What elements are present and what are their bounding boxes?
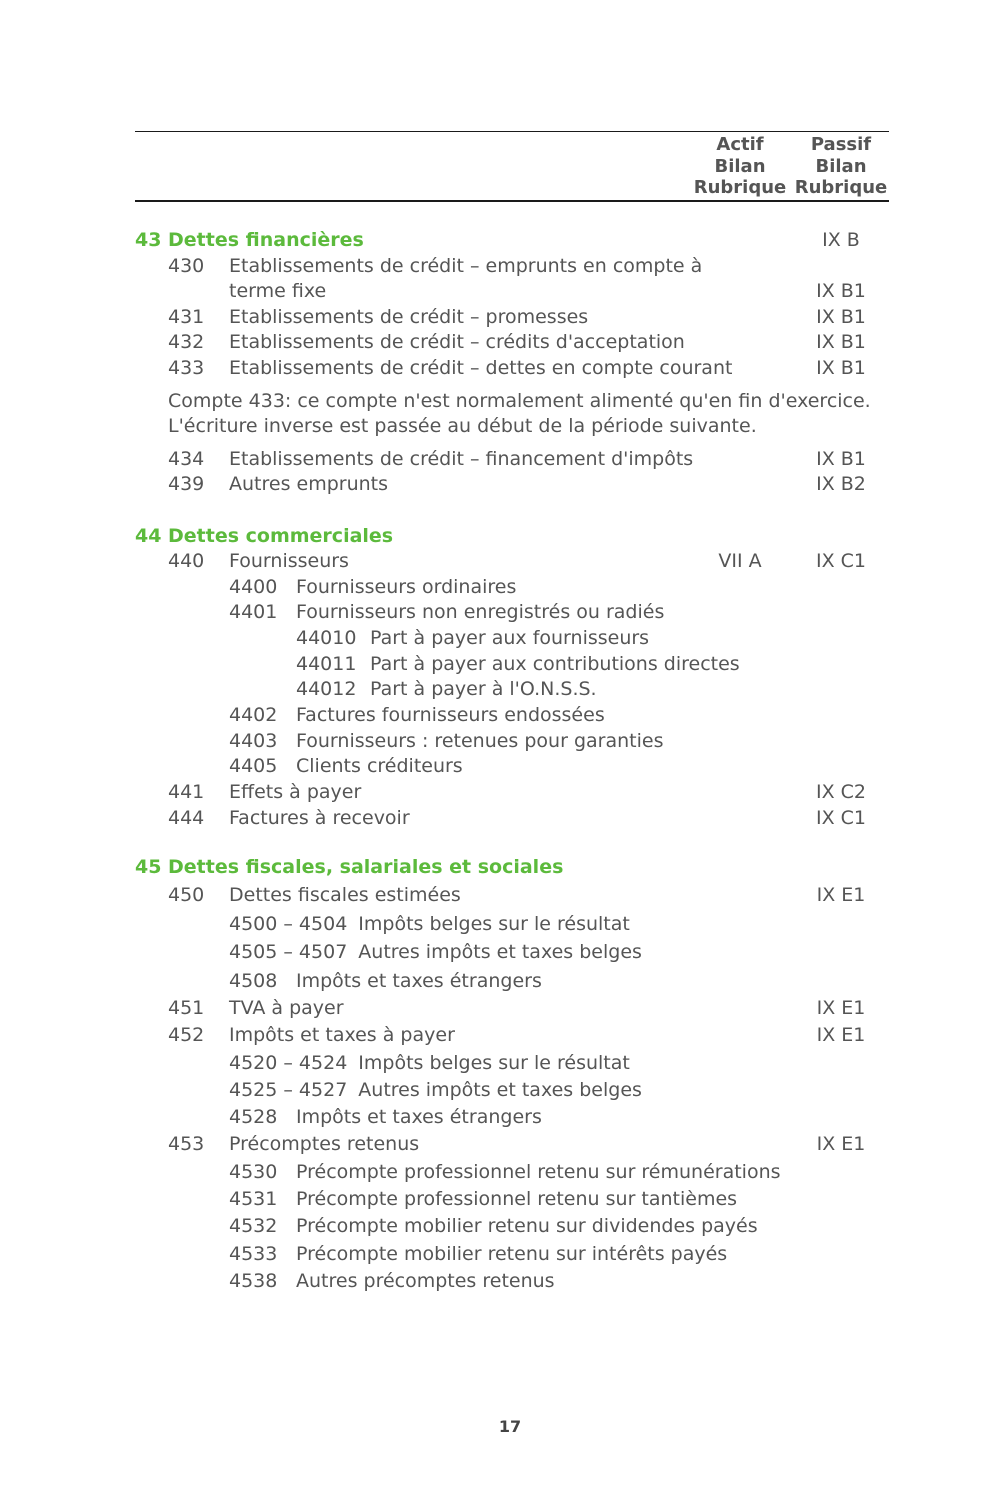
passif-header-line: Passif (810, 134, 872, 155)
account-label: Factures à recevoir (229, 807, 410, 829)
account-label: Autres emprunts (229, 473, 389, 495)
detail-account-code: 44012 (296, 678, 357, 700)
account-label: Etablissements de crédit – emprunts en compte à (229, 255, 703, 277)
account-label: Etablissements de crédit – promesses (229, 306, 589, 328)
subaccount-code: 4401 (229, 601, 278, 623)
account-label: Etablissements de crédit – financement d'impôts (229, 448, 694, 470)
account-label: Effets à payer (229, 781, 362, 803)
section-title: Dettes fiscales, salariales et sociales (168, 856, 564, 878)
actif-header-line: Actif (716, 134, 764, 155)
subaccount-range: 4505 – 4507 (229, 941, 348, 963)
passif-rubrique: IX B2 (816, 473, 866, 495)
account-label-continued: terme fixe (229, 280, 327, 302)
subaccount-label: Fournisseurs ordinaires (296, 576, 517, 598)
page-number: 17 (498, 1417, 522, 1436)
account-code: 452 (168, 1024, 205, 1046)
passif-rubrique: IX B (822, 229, 860, 251)
account-code: 450 (168, 884, 205, 906)
account-code: 432 (168, 331, 205, 353)
subaccount-code-range (229, 940, 642, 964)
subaccount-label: Impôts et taxes étrangers (296, 1106, 542, 1128)
subaccount-code: 4538 (229, 1270, 278, 1292)
detail-account-label: Part à payer aux fournisseurs (370, 627, 650, 649)
passif-rubrique: IX E1 (816, 1024, 866, 1046)
subaccount-range: 4500 – 4504 (229, 913, 348, 935)
subaccount-label: Autres précomptes retenus (296, 1270, 555, 1292)
passif-rubrique: IX B1 (816, 448, 866, 470)
passif-rubrique: IX C1 (815, 807, 866, 829)
detail-account-label: Part à payer à l'O.N.S.S. (370, 678, 597, 700)
passif-header-line: Bilan (815, 155, 867, 177)
subaccount-code-range (229, 1078, 642, 1102)
subaccount-range: 4520 – 4524 (229, 1052, 348, 1074)
passif-rubrique: IX B1 (816, 306, 866, 328)
subaccount-label: Clients créditeurs (296, 755, 463, 777)
subaccount-label: Précompte professionnel retenu sur tantièmes (296, 1188, 738, 1210)
subaccount-code: 4508 (229, 970, 278, 992)
account-code: 440 (168, 550, 205, 572)
account-code: 433 (168, 357, 205, 379)
subaccount-label: Précompte mobilier retenu sur intérêts payés (296, 1243, 728, 1265)
detail-account-code: 44011 (296, 653, 357, 675)
passif-rubrique: IX B1 (816, 357, 866, 379)
account-note: Compte 433: ce compte n'est normalement alimenté qu'en fin d'exercice. (168, 390, 871, 412)
subaccount-label: Fournisseurs non enregistrés ou radiés (296, 601, 665, 623)
section-title: Dettes commerciales (168, 525, 394, 547)
subaccount-range: 4525 – 4527 (229, 1079, 348, 1101)
account-code: 451 (168, 997, 205, 1019)
account-label: Impôts et taxes à payer (229, 1024, 455, 1046)
account-label: Fournisseurs (229, 550, 349, 572)
subaccount-code-range (229, 912, 630, 936)
subaccount-label: Impôts belges sur le résultat (358, 913, 630, 935)
passif-rubrique: IX E1 (816, 1133, 866, 1155)
subaccount-code: 4532 (229, 1215, 278, 1237)
subaccount-code: 4531 (229, 1188, 278, 1210)
subaccount-code: 4533 (229, 1243, 278, 1265)
detail-account-label: Part à payer aux contributions directes (370, 653, 740, 675)
account-label: Dettes fiscales estimées (229, 884, 461, 906)
passif-rubrique: IX C1 (815, 550, 866, 572)
account-label: TVA à payer (229, 997, 344, 1019)
subaccount-label: Impôts et taxes étrangers (296, 970, 542, 992)
account-code: 434 (168, 448, 205, 470)
subaccount-label: Factures fournisseurs endossées (296, 704, 605, 726)
section-code: 45 (135, 856, 162, 878)
subaccount-label: Autres impôts et taxes belges (358, 1079, 642, 1101)
subaccount-label: Fournisseurs : retenues pour garanties (296, 730, 664, 752)
account-label: Etablissements de crédit – crédits d'acceptation (229, 331, 685, 353)
passif-rubrique: IX E1 (816, 997, 866, 1019)
subaccount-code: 4400 (229, 576, 278, 598)
subaccount-label: Autres impôts et taxes belges (358, 941, 642, 963)
subaccount-code: 4402 (229, 704, 278, 726)
account-label: Etablissements de crédit – dettes en compte courant (229, 357, 733, 379)
passif-rubrique: IX B1 (816, 280, 866, 302)
section-title: Dettes financières (168, 229, 364, 251)
subaccount-code: 4530 (229, 1161, 278, 1183)
section-code: 44 (135, 525, 162, 547)
actif-rubrique: VII A (718, 550, 762, 572)
section-code: 43 (135, 229, 162, 251)
passif-rubrique: IX B1 (816, 331, 866, 353)
subaccount-label: Impôts belges sur le résultat (358, 1052, 630, 1074)
actif-header-line: Bilan (714, 155, 766, 177)
account-code: 453 (168, 1133, 205, 1155)
account-note: L'écriture inverse est passée au début de la période suivante. (168, 415, 757, 437)
subaccount-code-range (229, 1051, 630, 1075)
passif-rubrique: IX C2 (815, 781, 866, 803)
passif-header-line: Rubrique (794, 177, 888, 198)
account-code: 441 (168, 781, 205, 803)
detail-account-code: 44010 (296, 627, 357, 649)
passif-rubrique: IX E1 (816, 884, 866, 906)
subaccount-label: Précompte professionnel retenu sur rémunérations (296, 1161, 781, 1183)
account-code: 439 (168, 473, 205, 495)
account-label: Précomptes retenus (229, 1133, 420, 1155)
subaccount-code: 4403 (229, 730, 278, 752)
account-code: 444 (168, 807, 205, 829)
account-code: 430 (168, 255, 205, 277)
account-code: 431 (168, 306, 205, 328)
subaccount-code: 4405 (229, 755, 278, 777)
subaccount-label: Précompte mobilier retenu sur dividendes payés (296, 1215, 758, 1237)
actif-header-line: Rubrique (693, 177, 787, 198)
subaccount-code: 4528 (229, 1106, 278, 1128)
